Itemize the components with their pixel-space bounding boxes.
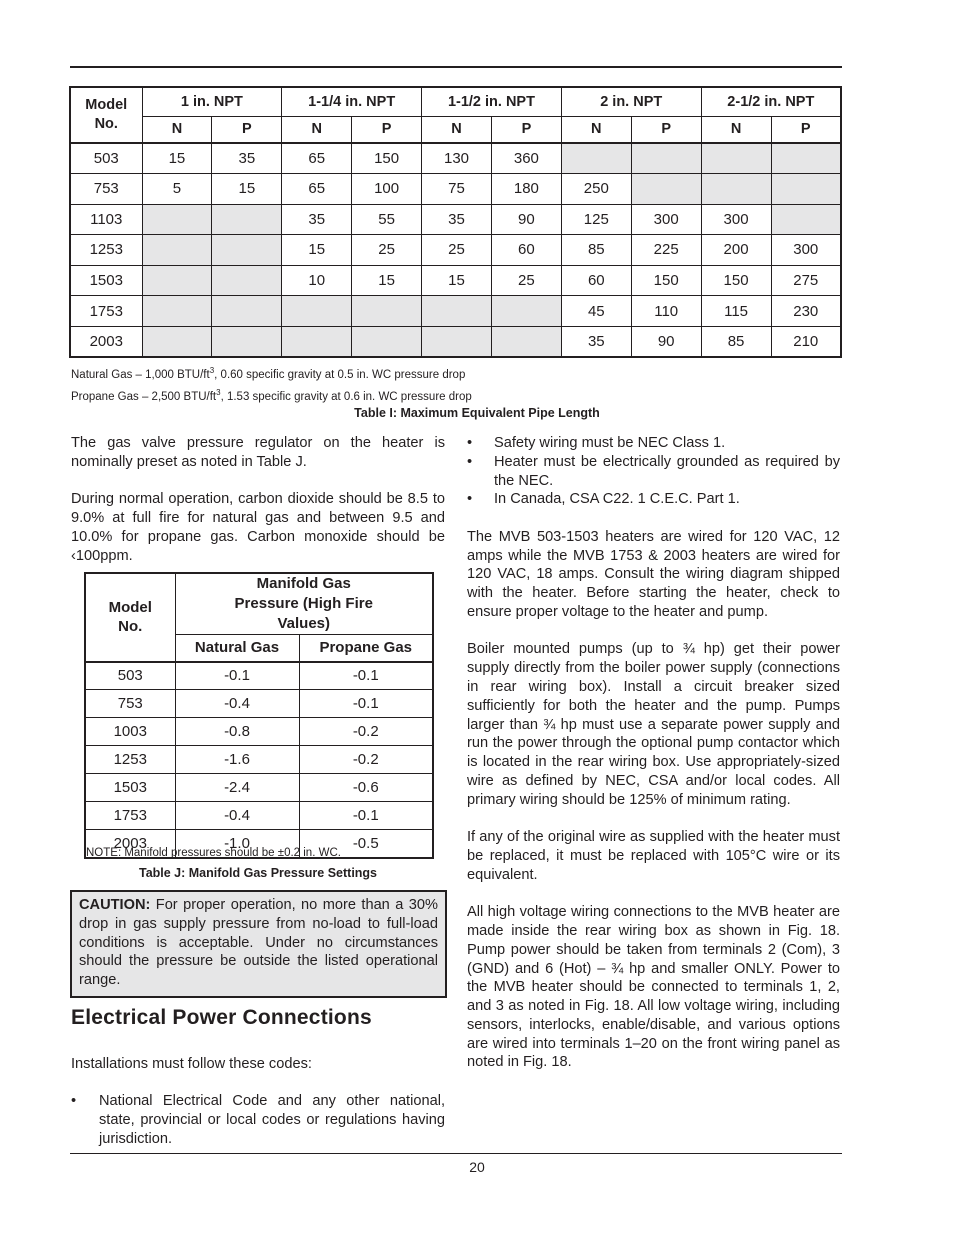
left-column-codes: [71, 1055, 445, 1149]
value-cell: 15: [352, 265, 422, 296]
model-cell: 1253: [70, 235, 142, 266]
table-row: [85, 718, 433, 746]
value-cell: [142, 265, 212, 296]
table-row: [70, 235, 841, 266]
model-cell: 1503: [70, 265, 142, 296]
propane-cell: -0.1: [299, 662, 433, 690]
value-cell: 35: [212, 143, 282, 174]
model-header: Model No.: [70, 87, 142, 143]
table-row: [70, 204, 841, 235]
section-title: Electrical Power Connections: [71, 1006, 372, 1029]
propane-cell: -0.6: [299, 774, 433, 802]
value-cell: 180: [491, 174, 561, 205]
value-cell: [282, 326, 352, 357]
table-j-caption: Table J: Manifold Gas Pressure Settings: [138, 866, 378, 880]
value-cell: 15: [212, 174, 282, 205]
natural-subheader: N: [701, 116, 771, 143]
table-row: [85, 774, 433, 802]
table-row: [70, 174, 841, 205]
propane-cell: -0.5: [299, 830, 433, 858]
value-cell: [212, 265, 282, 296]
list-item-text: Heater must be electrically grounded as required by the NEC.: [494, 453, 840, 489]
value-cell: [491, 326, 561, 357]
codes-list: [71, 1092, 445, 1148]
caution-box: [70, 890, 447, 998]
value-cell: [212, 235, 282, 266]
paragraph: All high voltage wiring connections to the MVB heater are made inside the rear wiring box as shown in Fig. 18. Pump power should be taken from terminals 2 (Com), 3 (GND) and 6 (Hot) – ¾ hp and smaller ONLY. Power to the MVB heater should be connected to terminals 1, 2, and 3 as noted in Fig. 18. All low voltage wiring, including sensors, interlocks, enable/disable, and various options are wired into terminals 1–20 on the front wiring panel as noted in Fig. 18.: [467, 904, 840, 1071]
table-row: [70, 143, 841, 174]
propane-gas-note: Propane Gas – 2,500 BTU/$ft^3$, 1.53 specific gravity at 0.6 in. WC pressure drop: [71, 387, 472, 403]
propane-gas-header: Propane Gas: [299, 635, 433, 662]
list-item: [467, 434, 840, 453]
list-item-text: Safety wiring must be NEC Class 1.: [494, 435, 726, 451]
value-cell: 15: [422, 265, 492, 296]
value-cell: 300: [701, 204, 771, 235]
value-cell: 250: [561, 174, 631, 205]
model-cell: 503: [85, 662, 175, 690]
value-cell: [631, 174, 701, 205]
page-number: 20: [469, 1159, 485, 1175]
list-item: [467, 490, 840, 509]
list-item-text: In Canada, CSA C22. 1 C.E.C. Part 1.: [494, 491, 740, 508]
value-cell: 100: [352, 174, 422, 205]
propane-cell: -0.2: [299, 746, 433, 774]
natural-subheader: N: [282, 116, 352, 143]
value-cell: 35: [561, 326, 631, 357]
natural-cell: -0.1: [175, 662, 299, 690]
value-cell: 25: [352, 235, 422, 266]
value-cell: 85: [701, 326, 771, 357]
paragraph: During normal operation, carbon dioxide should be 8.5 to 9.0% at full fire for natural gas and between 9.5 and 10.0% for propane gas. Carbon monoxide should be ‹100ppm.: [71, 491, 445, 564]
natural-subheader: N: [142, 116, 212, 143]
value-cell: [142, 326, 212, 357]
value-cell: [701, 143, 771, 174]
caution-text: For proper operation, no more than a 30% drop in gas supply pressure from no-load to full-load conditions is acceptable. Under no circumstances should the pressure be outside the listed operational range.: [79, 897, 438, 989]
value-cell: [631, 143, 701, 174]
natural-cell: -0.4: [175, 802, 299, 830]
right-column: [467, 434, 840, 1091]
model-cell: 1003: [85, 718, 175, 746]
table-row: [85, 690, 433, 718]
propane-subheader: P: [212, 116, 282, 143]
pipe-size-header: 1-1/4 in. NPT: [282, 87, 422, 116]
pipe-size-header: 2 in. NPT: [561, 87, 701, 116]
left-column-intro: [71, 434, 445, 584]
value-cell: 230: [771, 296, 841, 327]
paragraph: The gas valve pressure regulator on the heater is nominally preset as noted in Table J.: [71, 435, 445, 470]
value-cell: 150: [631, 265, 701, 296]
value-cell: 360: [491, 143, 561, 174]
value-cell: 15: [282, 235, 352, 266]
model-cell: 2003: [85, 830, 175, 858]
value-cell: 275: [771, 265, 841, 296]
value-cell: 35: [422, 204, 492, 235]
propane-subheader: P: [491, 116, 561, 143]
pipe-size-header: 2-1/2 in. NPT: [701, 87, 841, 116]
value-cell: [771, 174, 841, 205]
model-cell: 1253: [85, 746, 175, 774]
value-cell: 90: [631, 326, 701, 357]
model-cell: 753: [85, 690, 175, 718]
value-cell: 75: [422, 174, 492, 205]
value-cell: [142, 204, 212, 235]
value-cell: 35: [282, 204, 352, 235]
value-cell: 45: [561, 296, 631, 327]
value-cell: 300: [771, 235, 841, 266]
model-header: Model No.: [85, 573, 175, 662]
value-cell: [212, 204, 282, 235]
value-cell: [771, 204, 841, 235]
propane-subheader: P: [631, 116, 701, 143]
bullet-icon: •: [467, 435, 473, 451]
codes-list-continued: [467, 434, 840, 509]
codes-intro: Installations must follow these codes:: [71, 1056, 312, 1072]
value-cell: [352, 326, 422, 357]
model-cell: 1103: [70, 204, 142, 235]
bullet-icon: •: [71, 1093, 77, 1110]
propane-subheader: P: [771, 116, 841, 143]
table-row: [85, 802, 433, 830]
natural-cell: -1.6: [175, 746, 299, 774]
value-cell: [352, 296, 422, 327]
model-cell: 2003: [70, 326, 142, 357]
pipe-length-table: [69, 86, 842, 358]
value-cell: 300: [631, 204, 701, 235]
value-cell: 55: [352, 204, 422, 235]
pressure-header: Manifold Gas Pressure (High Fire Values): [175, 573, 433, 635]
value-cell: 130: [422, 143, 492, 174]
model-cell: 503: [70, 143, 142, 174]
value-cell: [282, 296, 352, 327]
bullet-icon: •: [467, 453, 473, 470]
table-row: [85, 662, 433, 690]
natural-cell: -0.8: [175, 718, 299, 746]
table-row: [70, 326, 841, 357]
bullet-icon: •: [467, 491, 473, 508]
top-rule: [70, 66, 842, 68]
table-row: [85, 746, 433, 774]
value-cell: 200: [701, 235, 771, 266]
pipe-size-header: 1-1/2 in. NPT: [422, 87, 562, 116]
value-cell: [561, 143, 631, 174]
paragraph: The MVB 503-1503 heaters are wired for 120 VAC, 12 amps while the MVB 1753 & 2003 heaters are wired for 120 VAC, 18 amps. Consult the wiring diagram shipped with the heater. Before starting the heater, check to ensure proper voltage to the heater and pump.: [467, 528, 840, 620]
propane-cell: -0.1: [299, 690, 433, 718]
model-cell: 1503: [85, 774, 175, 802]
value-cell: 15: [142, 143, 212, 174]
natural-gas-note: Natural Gas – 1,000 BTU/$ft^3$, 0.60 specific gravity at 0.5 in. WC pressure drop: [71, 366, 466, 381]
value-cell: 60: [561, 265, 631, 296]
value-cell: [491, 296, 561, 327]
value-cell: 65: [282, 143, 352, 174]
list-item-text: National Electrical Code and any other national, state, provincial or local codes or regulations having jurisdiction.: [99, 1093, 445, 1147]
paragraph: If any of the original wire as supplied with the heater must be replaced, it must be replaced with 105°C wire or its equivalent.: [467, 829, 840, 883]
value-cell: [771, 143, 841, 174]
value-cell: [142, 235, 212, 266]
model-cell: 753: [70, 174, 142, 205]
value-cell: 90: [491, 204, 561, 235]
table-i-caption: Table I: Maximum Equivalent Pipe Length: [354, 406, 600, 420]
value-cell: 25: [491, 265, 561, 296]
natural-subheader: N: [561, 116, 631, 143]
value-cell: [212, 296, 282, 327]
model-cell: 1753: [70, 296, 142, 327]
value-cell: [701, 174, 771, 205]
propane-cell: -0.2: [299, 718, 433, 746]
list-item: [467, 453, 840, 491]
natural-cell: -1.0: [175, 830, 299, 858]
manifold-pressure-table: [84, 572, 434, 859]
natural-gas-header: Natural Gas: [175, 635, 299, 662]
value-cell: 150: [352, 143, 422, 174]
value-cell: 110: [631, 296, 701, 327]
value-cell: [142, 296, 212, 327]
value-cell: 25: [422, 235, 492, 266]
list-item: [71, 1092, 445, 1148]
natural-subheader: N: [422, 116, 492, 143]
value-cell: 115: [701, 296, 771, 327]
table-row: [70, 265, 841, 296]
bottom-rule: [70, 1153, 842, 1154]
natural-cell: -2.4: [175, 774, 299, 802]
value-cell: 225: [631, 235, 701, 266]
pipe-size-header: 1 in. NPT: [142, 87, 282, 116]
value-cell: [422, 326, 492, 357]
value-cell: 125: [561, 204, 631, 235]
value-cell: 5: [142, 174, 212, 205]
model-cell: 1753: [85, 802, 175, 830]
value-cell: 150: [701, 265, 771, 296]
paragraph: Boiler mounted pumps (up to ¾ hp) get their power supply directly from the boiler power supply (connections in rear wiring box). Install a circuit breaker sized sufficiently for both the heater and the pump. Pumps larger than ¾ hp must use a separate power supply and run the power through the optional pump contactor which is located in the rear wiring box. Use appropriately-sized wire as defined by NEC, CSA and/or local codes. All primary wiring should be 125% of minimum rating.: [467, 641, 840, 808]
table-row: [70, 296, 841, 327]
value-cell: 60: [491, 235, 561, 266]
caution-label: CAUTION:: [79, 897, 151, 913]
value-cell: 65: [282, 174, 352, 205]
propane-cell: -0.1: [299, 802, 433, 830]
value-cell: 85: [561, 235, 631, 266]
propane-subheader: P: [352, 116, 422, 143]
manifold-note: NOTE: Manifold pressures should be ±0.2 in. WC.: [86, 847, 341, 859]
value-cell: [422, 296, 492, 327]
natural-cell: -0.4: [175, 690, 299, 718]
gas-notes: [71, 362, 472, 406]
value-cell: 10: [282, 265, 352, 296]
value-cell: 210: [771, 326, 841, 357]
value-cell: [212, 326, 282, 357]
